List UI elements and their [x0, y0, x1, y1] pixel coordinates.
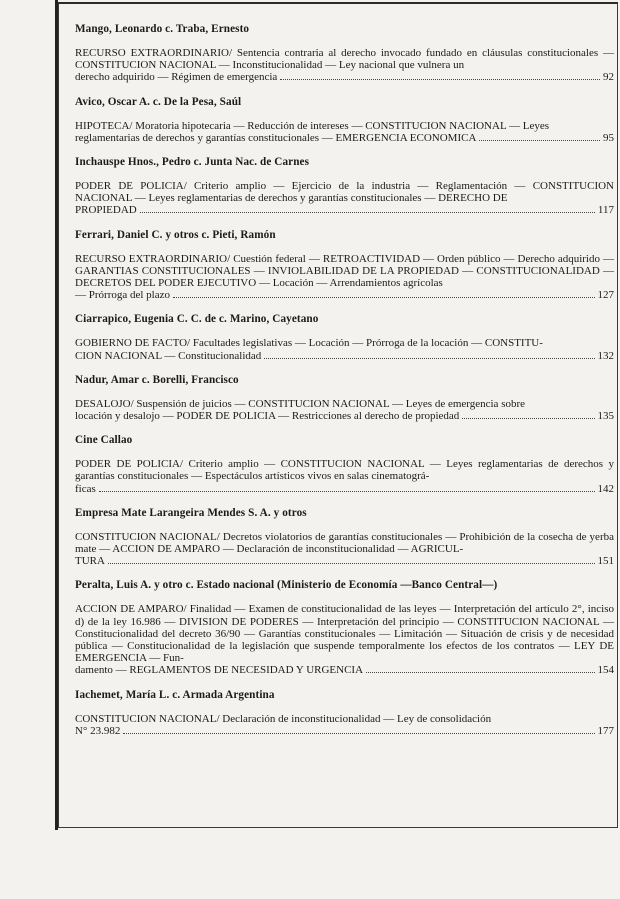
- toc-entry: [75, 22, 614, 84]
- page-number: 95: [603, 131, 614, 144]
- toc-entry: [75, 95, 614, 144]
- page-number: 154: [597, 664, 614, 677]
- case-summary-end: ficas: [75, 482, 96, 495]
- page-reference: [75, 664, 614, 676]
- case-summary: HIPOTECA/ Moratoria hipotecaria — Reducción de intereses — CONSTITUCION NACIONAL — Leyes: [75, 119, 550, 132]
- case-summary: CONSTITUCION NACIONAL/ Decretos violatorios de garantías constitucionales — Prohibición de la cosecha de yerba mate — ACCION DE AMPARO — Declaración de inconstitucionalidad — AGRICUL-: [75, 530, 614, 556]
- leader-dots: [173, 297, 595, 298]
- leader-dots: [479, 140, 600, 141]
- page-reference: [75, 410, 614, 422]
- leader-dots: [462, 418, 594, 419]
- page-number: 135: [597, 410, 614, 423]
- case-summary-end: TURA: [75, 555, 105, 568]
- case-summary-end: N° 23.982: [75, 724, 121, 737]
- page-reference: [75, 204, 614, 216]
- page-reference: [75, 350, 614, 362]
- page-number: 127: [597, 289, 614, 302]
- case-title: Cine Callao: [75, 434, 133, 447]
- toc-entry: [75, 433, 614, 495]
- toc-entry: [75, 155, 614, 217]
- toc-entry: [75, 228, 614, 302]
- leader-dots: [108, 563, 595, 564]
- case-title: Inchauspe Hnos., Pedro c. Junta Nac. de Carnes: [75, 156, 310, 169]
- page-reference: [75, 132, 614, 144]
- case-summary: DESALOJO/ Suspensión de juicios — CONSTITUCION NACIONAL — Leyes de emergencia sobre: [75, 397, 526, 410]
- case-summary-end: derecho adquirido — Régimen de emergencia: [75, 71, 278, 84]
- toc-entry: [75, 688, 614, 737]
- leader-dots: [140, 212, 595, 213]
- case-summary: PODER DE POLICIA/ Criterio amplio — CONSTITUCION NACIONAL — Leyes reglamentarias de derechos y garantías constitucionales — Espectáculos artísticos vivos en salas cinematográ-: [75, 458, 614, 483]
- page-number: 132: [597, 349, 614, 362]
- case-title: Ciarrapico, Eugenia C. C. de c. Marino, Cayetano: [75, 313, 319, 326]
- case-title: Iachemet, María L. c. Armada Argentina: [75, 688, 275, 701]
- table-of-contents: [75, 22, 614, 748]
- page-reference: [75, 555, 614, 567]
- case-title: Ferrari, Daniel C. y otros c. Pieti, Ramón: [75, 228, 276, 241]
- case-summary: CONSTITUCION NACIONAL/ Declaración de inconstitucionalidad — Ley de consolidación: [75, 712, 492, 725]
- leader-dots: [99, 491, 595, 492]
- leader-dots: [366, 672, 594, 673]
- case-title: Avico, Oscar A. c. De la Pesa, Saúl: [75, 95, 242, 108]
- toc-entry: [75, 312, 614, 361]
- page-number: 142: [597, 482, 614, 495]
- case-title: Mango, Leonardo c. Traba, Ernesto: [75, 23, 250, 35]
- case-summary: RECURSO EXTRAORDINARIO/ Cuestión federal — RETROACTIVIDAD — Orden público — Derecho adquirido — GARANTIAS CONSTITUCIONALES — INVIOLABILIDAD DE LA PROPIEDAD — CONSTITUCIONALIDAD — DECRETOS DEL PODER EJECUTIVO — Locación — Arrendamientos agrícolas: [75, 252, 614, 290]
- page-number: 177: [597, 724, 614, 737]
- leader-dots: [264, 358, 594, 359]
- page-number: 117: [597, 204, 614, 217]
- case-summary-end: locación y desalojo — PODER DE POLICIA — Restricciones al derecho de propiedad: [75, 410, 460, 423]
- toc-entry: [75, 373, 614, 422]
- page-number: 151: [597, 555, 614, 568]
- case-summary-end: reglamentarias de derechos y garantías constitucionales — EMERGENCIA ECONOMICA: [75, 131, 477, 144]
- page-reference: [75, 483, 614, 495]
- leader-dots: [123, 733, 594, 734]
- case-summary-end: PROPIEDAD: [75, 204, 137, 217]
- case-summary: RECURSO EXTRAORDINARIO/ Sentencia contraria al derecho invocado fundado en cláusulas constitucionales — CONSTITUCION NACIONAL — Inconstitucionalidad — Ley nacional que vulnera un: [75, 47, 614, 72]
- case-title: Peralta, Luis A. y otro c. Estado nacional (Ministerio de Economía —Banco Central—): [75, 579, 498, 592]
- page-number: 92: [603, 71, 614, 84]
- case-title: Empresa Mate Larangeira Mendes S. A. y otros: [75, 506, 307, 519]
- toc-entry: [75, 578, 614, 676]
- case-summary: PODER DE POLICIA/ Criterio amplio — Ejercicio de la industria — Reglamentación — CONSTITUCION NACIONAL — Leyes reglamentarias de derechos y garantías constitucionales — DERECHO DE: [75, 180, 614, 205]
- page-reference: [75, 289, 614, 301]
- case-summary-end: CION NACIONAL — Constitucionalidad: [75, 349, 262, 362]
- case-summary: ACCION DE AMPARO/ Finalidad — Examen de constitucionalidad de las leyes — Interpretación del artículo 2°, inciso d) de la ley 16.986 — DIVISION DE PODERES — Interpretación del principio — CONSTITUCION NACIONAL — Constitucionalidad del decreto 36/90 — Garantías constitucionales — Limitación — Situación de crisis y de necesidad pública — Constitucionalidad de la legislación que suspende temporalmente los efectos de los contratos — LEY DE EMERGENCIA — Fun-: [75, 603, 614, 665]
- leader-dots: [280, 79, 600, 80]
- case-title: Nadur, Amar c. Borelli, Francisco: [75, 373, 239, 386]
- case-summary-end: damento — REGLAMENTOS DE NECESIDAD Y URGENCIA: [75, 664, 364, 677]
- page-reference: [75, 71, 614, 83]
- toc-entry: [75, 506, 614, 568]
- case-summary-end: — Prórroga del plazo: [75, 289, 170, 302]
- page-reference: [75, 725, 614, 737]
- case-summary: GOBIERNO DE FACTO/ Facultades legislativas — Locación — Prórroga de la locación — CONSTITU-: [75, 337, 543, 350]
